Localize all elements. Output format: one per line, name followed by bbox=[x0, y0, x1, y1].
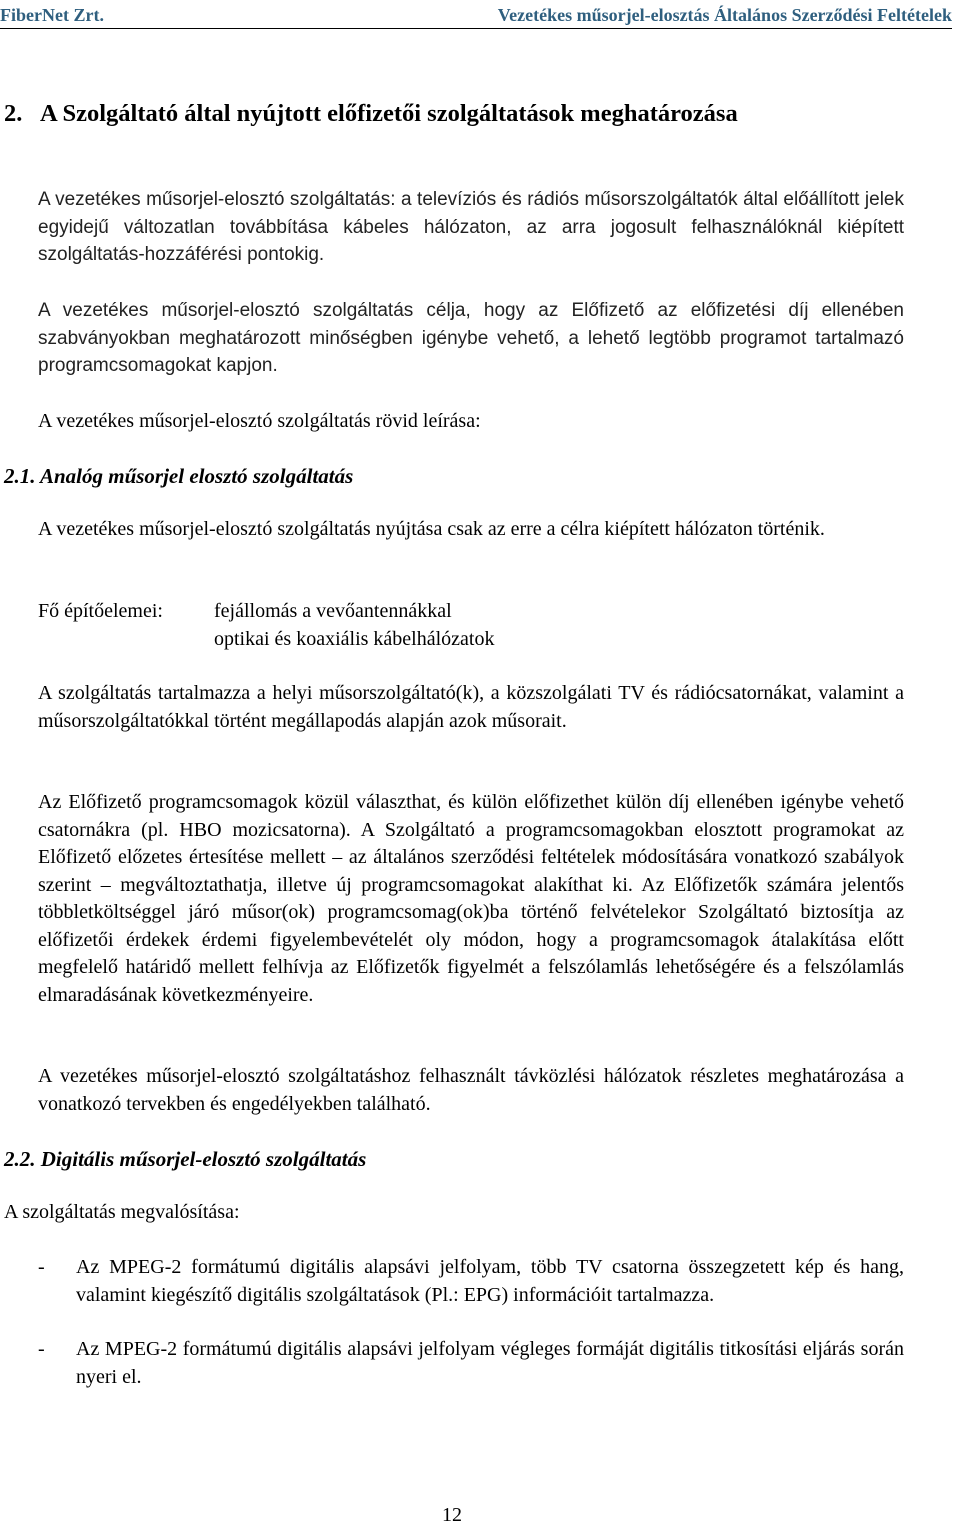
section-number: 2. bbox=[4, 100, 23, 127]
header-divider bbox=[0, 28, 952, 29]
elements-label: Fő építőelemei: bbox=[38, 600, 163, 622]
subsection-2-1-heading: 2.1. Analóg műsorjel elosztó szolgáltatás bbox=[4, 464, 354, 488]
element-item: optikai és koaxiális kábelhálózatok bbox=[214, 628, 495, 650]
header-company: FiberNet Zrt. bbox=[0, 5, 104, 25]
bullet-marker: - bbox=[38, 1256, 45, 1278]
element-item: fejállomás a vevőantennákkal bbox=[214, 600, 452, 622]
content-paragraph: A szolgáltatás tartalmazza a helyi műsorszolgáltató(k), a közszolgálati TV és rádiócsatornákat, valamint a műsorszolgáltatókkal történt megállapodás alapján azok műsorait. bbox=[38, 682, 904, 732]
page-number: 12 bbox=[442, 1504, 462, 1526]
programme-packages-paragraph: Az Előfizető programcsomagok közül választhat, és külön előfizethet külön díj ellenében igénybe vehető csatornákra (pl. HBO mozicsatorna). A Szolgáltató a programcsomagokban elosztott programokat az Előfizető előzetes értesítése mellett – az általános szerződési feltételek módosítására vonatkozó szabályok szerint – megváltoztathatja, illetve új programcsomagokat alakíthat ki. Az Előfizetők számára jelentős többletköltséggel járó műsor(ok) programcsomag(ok)ba történő felvételekor Szolgáltató biztosítja az előfizetői érdekek érdemi figyelembevételét oly módon, hogy a programcsomagok átalakítása előtt megfelelő határidő mellett felhívja az Előfizetők figyelmét a felszólamlás lehetőségére és a felszólamlás elmaradásának következményeire. bbox=[38, 791, 904, 1006]
implementation-label: A szolgáltatás megvalósítása: bbox=[4, 1201, 240, 1223]
section-title: A Szolgáltató által nyújtott előfizetői szolgáltatások meghatározása bbox=[40, 100, 738, 127]
list-item: Az MPEG-2 formátumú digitális alapsávi jelfolyam végleges formáját digitális titkosítási eljárás során nyeri el. bbox=[76, 1338, 904, 1388]
bullet-marker: - bbox=[38, 1338, 45, 1360]
purpose-paragraph: A vezetékes műsorjel-elosztó szolgáltatás célja, hogy az Előfizető az előfizetési díj ellenében szabványokban meghatározott minőségben igénybe vehető, a lehető legtöbb programot tartalmazó programcsomagokat kapjon. bbox=[38, 300, 904, 376]
section-heading bbox=[4, 97, 944, 131]
header-document-title: Vezetékes műsorjel-elosztás Általános Szerződési Feltételek bbox=[497, 5, 952, 25]
subsection-2-2-heading: 2.2. Digitális műsorjel-elosztó szolgáltatás bbox=[4, 1147, 367, 1171]
network-details-paragraph: A vezetékes műsorjel-elosztó szolgáltatáshoz felhasznált távközlési hálózatok részletes meghatározása a vonatkozó tervekben és engedélyekben található. bbox=[38, 1065, 904, 1115]
network-paragraph: A vezetékes műsorjel-elosztó szolgáltatás nyújtása csak az erre a célra kiépített hálózaton történik. bbox=[38, 518, 825, 540]
definition-paragraph: A vezetékes műsorjel-elosztó szolgáltatás: a televíziós és rádiós műsorszolgáltatók által előállított jelek egyidejű változatlan továbbítása kábeles hálózaton, az arra jogosult felhasználóknál kiépített szolgáltatás-hozzáférési pontokig. bbox=[38, 189, 904, 265]
short-description-label: A vezetékes műsorjel-elosztó szolgáltatás rövid leírása: bbox=[38, 410, 481, 432]
list-item: Az MPEG-2 formátumú digitális alapsávi jelfolyam, több TV csatorna összegzetett kép és hang, valamint kiegészítő digitális szolgáltatások (Pl.: EPG) információit tartalmazza. bbox=[76, 1256, 904, 1306]
page-header bbox=[0, 3, 960, 29]
